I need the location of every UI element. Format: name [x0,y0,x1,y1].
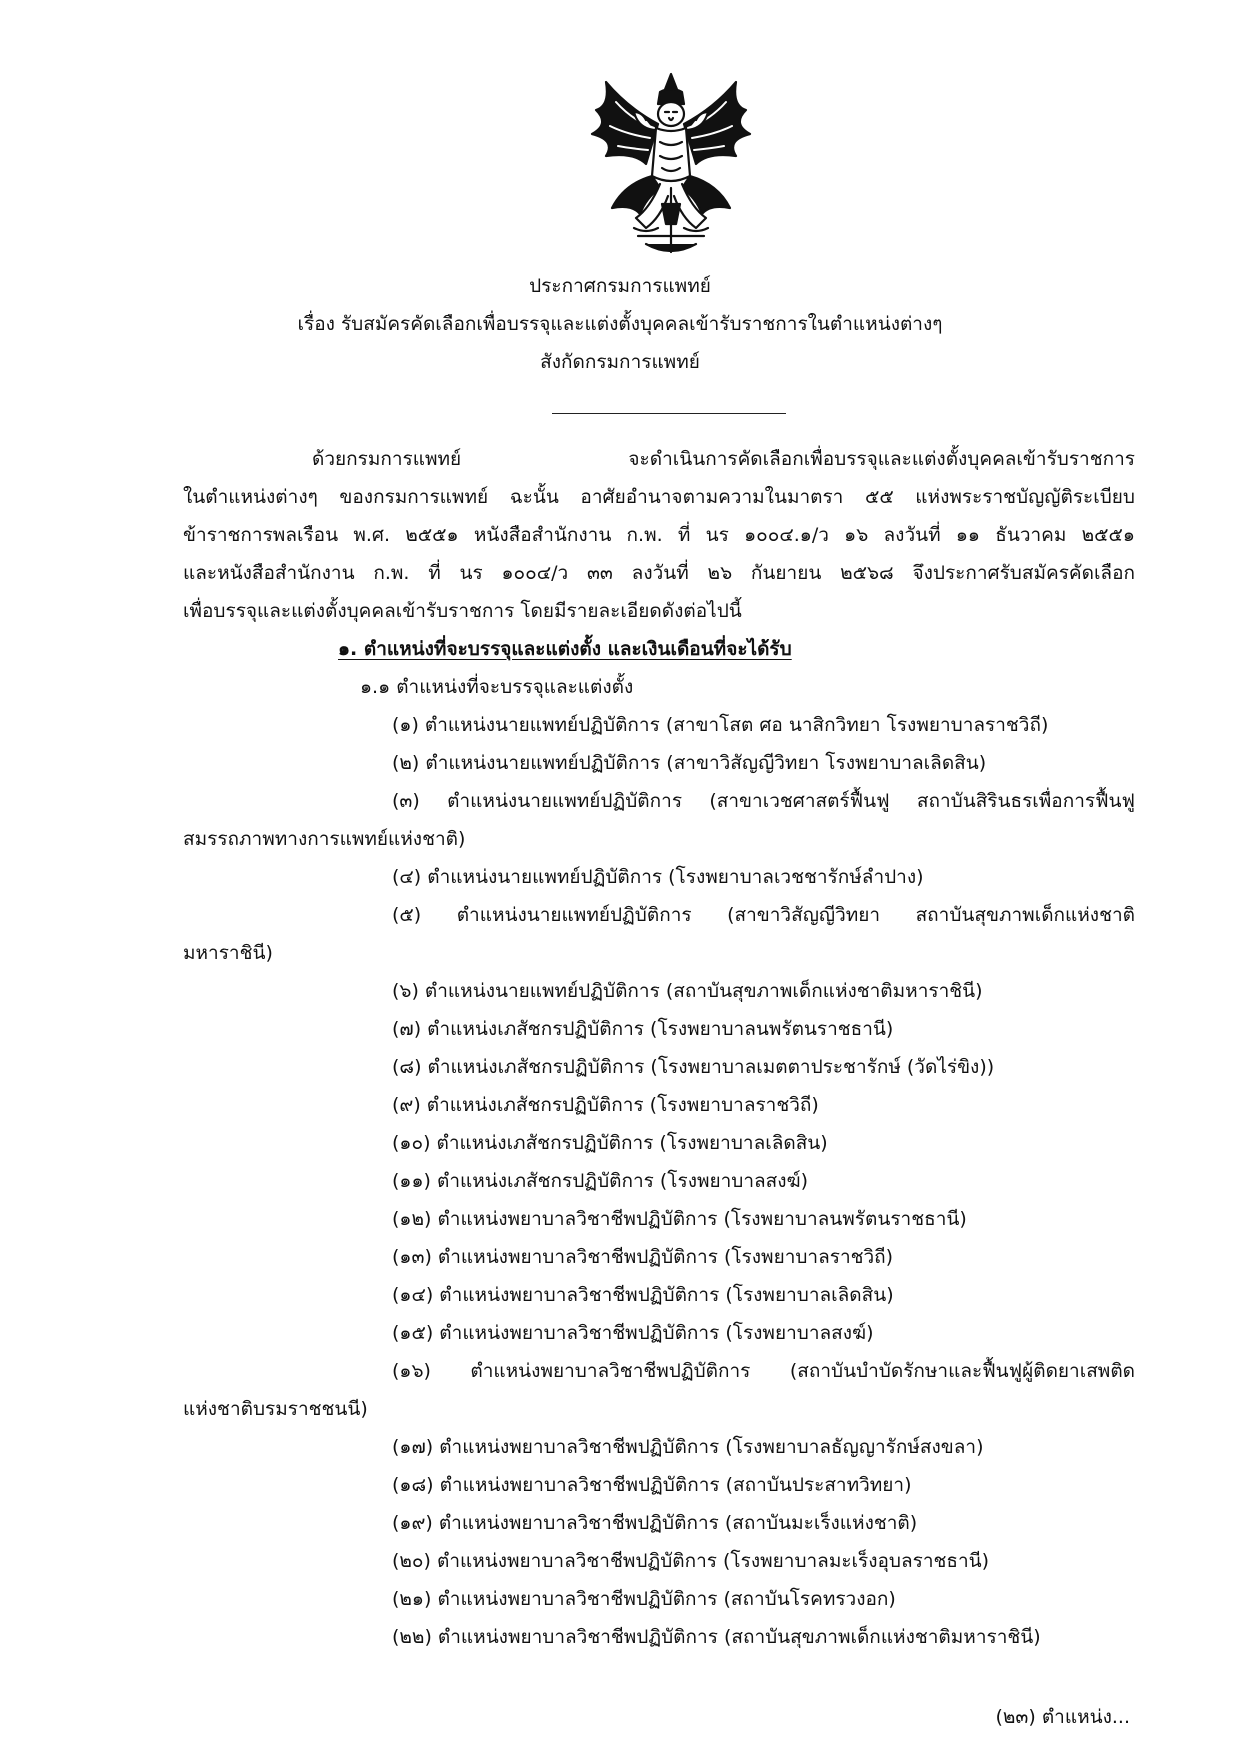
announcement-subject: เรื่อง รับสมัครคัดเลือกเพื่อบรรจุและแต่งตั้งบุคคลเข้ารับราชการในตำแหน่งต่างๆ [297,313,943,335]
list-item: (๙) ตำแหน่งเภสัชกรปฏิบัติการ (โรงพยาบาลราชวิถี) [392,1094,819,1116]
list-item: (๗) ตำแหน่งเภสัชกรปฏิบัติการ (โรงพยาบาลนพรัตนราชธานี) [392,1018,894,1040]
list-item: (๓) ตำแหน่งนายแพทย์ปฏิบัติการ (สาขาเวชศาสตร์ฟื้นฟู สถาบันสิรินธรเพื่อการฟื้นฟู [392,790,1135,812]
list-item: (๒) ตำแหน่งนายแพทย์ปฏิบัติการ (สาขาวิสัญญีวิทยา โรงพยาบาลเลิดสิน) [392,752,987,774]
header-divider [552,413,786,414]
list-item: (๒๐) ตำแหน่งพยาบาลวิชาชีพปฏิบัติการ (โรงพยาบาลมะเร็งอุบลราชธานี) [392,1550,990,1572]
list-item-continuation: สมรรถภาพทางการแพทย์แห่งชาติ) [183,828,466,850]
subsection-heading: ๑.๑ ตำแหน่งที่จะบรรจุและแต่งตั้ง [360,676,634,698]
list-item: (๖) ตำแหน่งนายแพทย์ปฏิบัติการ (สถาบันสุขภาพเด็กแห่งชาติมหาราชินี) [392,980,983,1002]
list-item: (๑๐) ตำแหน่งเภสัชกรปฏิบัติการ (โรงพยาบาลเลิดสิน) [392,1132,828,1154]
list-item-continuation: แห่งชาติบรมราชชนนี) [183,1398,368,1420]
list-item: (๑๗) ตำแหน่งพยาบาลวิชาชีพปฏิบัติการ (โรงพยาบาลธัญญารักษ์สงขลา) [392,1436,984,1458]
page-continuation-note: (๒๓) ตำแหน่ง... [995,1706,1130,1728]
list-item: (๒๑) ตำแหน่งพยาบาลวิชาชีพปฏิบัติการ (สถาบันโรคทรวงอก) [392,1588,896,1610]
list-item: (๑) ตำแหน่งนายแพทย์ปฏิบัติการ (สาขาโสต ศอ นาสิกวิทยา โรงพยาบาลราชวิถี) [392,714,1049,736]
list-item: (๑๖) ตำแหน่งพยาบาลวิชาชีพปฏิบัติการ (สถาบันบำบัดรักษาและฟื้นฟูผู้ติดยาเสพติด [392,1360,1135,1382]
intro-line-4: และหนังสือสำนักงาน ก.พ. ที่ นร ๑๐๐๔/ว ๓๓ ลงวันที่ ๒๖ กันยายน ๒๕๖๘ จึงประกาศรับสมัครคัดเลือก [183,562,1135,584]
list-item: (๕) ตำแหน่งนายแพทย์ปฏิบัติการ (สาขาวิสัญญีวิทยา สถาบันสุขภาพเด็กแห่งชาติ [392,904,1135,926]
garuda-emblem-icon [576,68,766,264]
list-item: (๑๒) ตำแหน่งพยาบาลวิชาชีพปฏิบัติการ (โรงพยาบาลนพรัตนราชธานี) [392,1208,967,1230]
list-item: (๑๓) ตำแหน่งพยาบาลวิชาชีพปฏิบัติการ (โรงพยาบาลราชวิถี) [392,1246,894,1268]
intro-line-3: ข้าราชการพลเรือน พ.ศ. ๒๕๕๑ หนังสือสำนักงาน ก.พ. ที่ นร ๑๐๐๔.๑/ว ๑๖ ลงวันที่ ๑๑ ธันวาคม ๒๕๕๑ [183,524,1135,546]
list-item: (๑๑) ตำแหน่งเภสัชกรปฏิบัติการ (โรงพยาบาลสงฆ์) [392,1170,809,1192]
list-item: (๒๒) ตำแหน่งพยาบาลวิชาชีพปฏิบัติการ (สถาบันสุขภาพเด็กแห่งชาติมหาราชินี) [392,1626,1041,1648]
list-item: (๑๕) ตำแหน่งพยาบาลวิชาชีพปฏิบัติการ (โรงพยาบาลสงฆ์) [392,1322,874,1344]
list-item: (๘) ตำแหน่งเภสัชกรปฏิบัติการ (โรงพยาบาลเมตตาประชารักษ์ (วัดไร่ขิง)) [392,1056,995,1078]
intro-line-1: ด้วยกรมการแพทย์ จะดำเนินการคัดเลือกเพื่อบรรจุและแต่งตั้งบุคคลเข้ารับราชการ [312,448,1135,470]
list-item: (๑๔) ตำแหน่งพยาบาลวิชาชีพปฏิบัติการ (โรงพยาบาลเลิดสิน) [392,1284,894,1306]
section-heading: ๑. ตำแหน่งที่จะบรรจุและแต่งตั้ง และเงินเดือนที่จะได้รับ [338,638,792,660]
intro-line-2: ในตำแหน่งต่างๆ ของกรมการแพทย์ ฉะนั้น อาศัยอำนาจตามความในมาตรา ๕๕ แห่งพระราชบัญญัติระเบียบ [183,486,1135,508]
list-item-continuation: มหาราชินี) [183,942,273,964]
list-item: (๑๘) ตำแหน่งพยาบาลวิชาชีพปฏิบัติการ (สถาบันประสาทวิทยา) [392,1474,912,1496]
list-item: (๑๙) ตำแหน่งพยาบาลวิชาชีพปฏิบัติการ (สถาบันมะเร็งแห่งชาติ) [392,1512,918,1534]
announcement-affiliation: สังกัดกรมการแพทย์ [540,351,700,373]
list-item: (๔) ตำแหน่งนายแพทย์ปฏิบัติการ (โรงพยาบาลเวชชารักษ์ลำปาง) [392,866,924,888]
announcement-title: ประกาศกรมการแพทย์ [529,275,711,297]
intro-line-5: เพื่อบรรจุและแต่งตั้งบุคคลเข้ารับราชการ โดยมีรายละเอียดดังต่อไปนี้ [183,600,742,622]
